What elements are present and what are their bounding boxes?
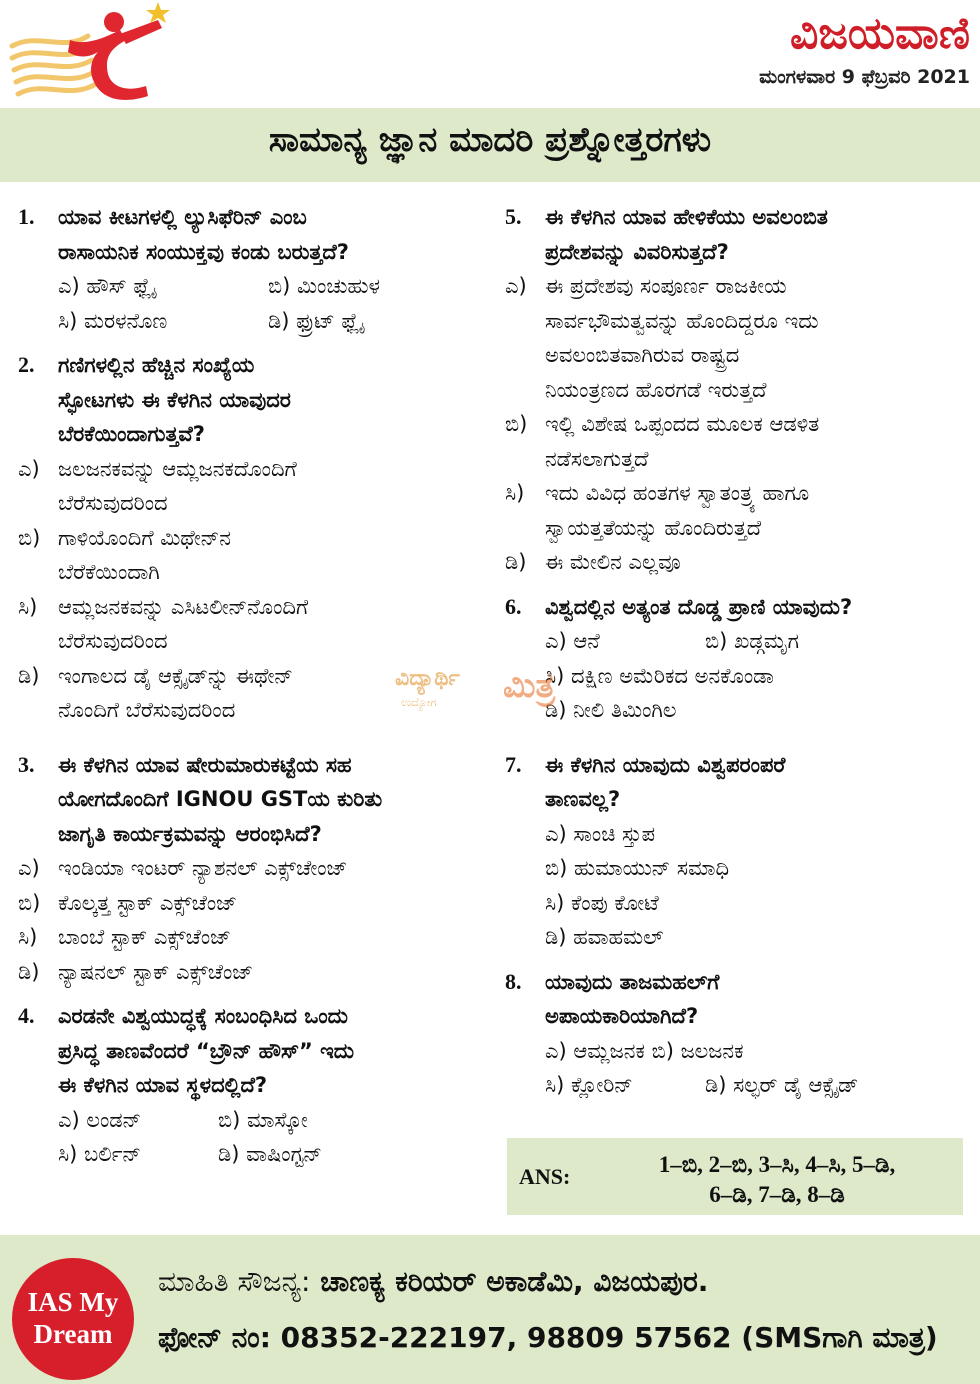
question-number: 6. bbox=[505, 593, 522, 619]
question-7 bbox=[505, 748, 965, 955]
option-label: ಎ) bbox=[505, 274, 527, 298]
question-text: ಯೋಗದೊಂದಿಗೆ IGNOU GSTಯ ಕುರಿತು bbox=[58, 787, 383, 811]
option-text: ಬೆರೆಸುವುದರಿಂದ bbox=[58, 629, 168, 653]
option-d bbox=[18, 659, 478, 694]
option-d: ಡಿ) ವಾಷಿಂಗ್ಟನ್ bbox=[218, 1142, 322, 1166]
option-c: ಸಿ) ಮರಳನೊಣ bbox=[58, 308, 168, 333]
option-label: ಡಿ) bbox=[18, 663, 40, 688]
watermark-text: ವಿದ್ಯಾರ್ಥಿ bbox=[395, 666, 460, 691]
left-column bbox=[18, 200, 478, 1182]
watermark-subtext: ಉದ್ಯೋಗ bbox=[401, 696, 437, 709]
option-text: ಆಮ್ಲಜನಕವನ್ನು ಎಸಿಟಲೀನ್‌ನೊಂದಿಗೆ bbox=[58, 594, 309, 619]
option-c: ಸಿ) ಬರ್ಲಿನ್ bbox=[58, 1142, 141, 1166]
right-column bbox=[505, 200, 965, 1113]
question-text: ಯಾವುದು ತಾಜಮಹಲ್‌ಗೆ bbox=[545, 969, 720, 994]
question-text: ಗಣಿಗಳಲ್ಲಿನ ಹೆಚ್ಚಿನ ಸಂಖ್ಯೆಯ bbox=[58, 353, 255, 377]
credit-line bbox=[158, 1265, 708, 1299]
option-c bbox=[18, 590, 478, 625]
question-text: ಎರಡನೇ ವಿಶ್ವಯುದ್ಧಕ್ಕೆ ಸಂಬಂಧಿಸಿದ ಒಂದು bbox=[58, 1004, 348, 1028]
option-text: ನಿಯಂತ್ರಣದ ಹೊರಗಡೆ ಇರುತ್ತದೆ bbox=[545, 377, 767, 402]
option-text: ನಡೆಸಲಾಗುತ್ತದೆ bbox=[545, 446, 649, 471]
phone-value: 08352-222197, 98809 57562 (SMSಗಾಗಿ ಮಾತ್ರ) bbox=[280, 1321, 938, 1354]
answer-line-1: 1–ಬಿ, 2–ಬಿ, 3–ಸಿ, 4–ಸಿ, 5–ಡಿ, bbox=[658, 1152, 896, 1177]
question-4 bbox=[18, 999, 478, 1172]
question-text: ಈ ಕೆಳಗಿನ ಯಾವ ಹೇಳಿಕೆಯು ಅವಲಂಬಿತ bbox=[545, 205, 828, 229]
question-text: ಅಪಾಯಕಾರಿಯಾಗಿದೆ? bbox=[545, 1004, 699, 1028]
option-b bbox=[18, 521, 478, 556]
question-number: 1. bbox=[18, 204, 35, 229]
option-text: ಸ್ವಾಯತ್ತತೆಯನ್ನು ಹೊಂದಿರುತ್ತದೆ bbox=[545, 515, 762, 540]
question-number: 7. bbox=[505, 751, 522, 777]
question-text: ಜಾಗೃತಿ ಕಾರ್ಯಕ್ರಮವನ್ನು ಆರಂಭಿಸಿದೆ? bbox=[58, 821, 322, 846]
option-label: ಎ) bbox=[18, 456, 40, 481]
newspaper-brand: ವಿಜಯವಾಣಿ bbox=[789, 8, 970, 59]
answer-box bbox=[507, 1138, 963, 1215]
option-text: ಬೆರೆಸುವುದರಿಂದ bbox=[58, 491, 168, 515]
option-label: ಎ) bbox=[18, 856, 40, 880]
question-text: ಈ ಕೆಳಗಿನ ಯಾವ ಸ್ಥಳದಲ್ಲಿದೆ? bbox=[58, 1073, 268, 1097]
badge-line-2: Dream bbox=[33, 1319, 113, 1349]
question-text: ರಾಸಾಯನಿಕ ಸಂಯುಕ್ತವು ಕಂಡು ಬರುತ್ತದೆ? bbox=[58, 239, 349, 264]
option-b bbox=[505, 407, 965, 442]
option-c: ಸಿ) ಕೆಂಪು ಕೋಟೆ bbox=[545, 890, 659, 915]
credit-label: ಮಾಹಿತಿ ಸೌಜನ್ಯ: bbox=[158, 1265, 311, 1298]
question-number: 5. bbox=[505, 204, 522, 229]
question-text: ತಾಣವಲ್ಲ? bbox=[545, 787, 621, 811]
option-c bbox=[18, 920, 478, 955]
option-label: ಸಿ) bbox=[18, 925, 38, 949]
option-text: ಅವಲಂಬಿತವಾಗಿರುವ ರಾಷ್ಟ್ರದ bbox=[545, 343, 740, 367]
option-d: ಡಿ) ನೀಲಿ ತಿಮಿಂಗಿಲ bbox=[545, 698, 677, 722]
option-c: ಸಿ) ಕ್ಲೋರಿನ್ bbox=[545, 1073, 633, 1097]
option-text: ಇದು ವಿವಿಧ ಹಂತಗಳ ಸ್ವಾತಂತ್ರ್ಯ ಹಾಗೂ bbox=[545, 481, 810, 505]
option-d: ಡಿ) ಫ್ರುಟ್ ಫ್ಲೈ bbox=[268, 308, 362, 333]
option-text: ಗಾಳಿಯೊಂದಿಗೆ ಮಿಥೇನ್‌ನ bbox=[58, 525, 231, 550]
title-band bbox=[0, 108, 980, 182]
question-1 bbox=[18, 200, 478, 338]
question-number: 4. bbox=[18, 1003, 35, 1028]
question-text: ವಿಶ್ವದಲ್ಲಿನ ಅತ್ಯಂತ ದೊಡ್ಡ ಪ್ರಾಣಿ ಯಾವುದು? bbox=[545, 594, 853, 619]
question-text: ಯಾವ ಕೀಟಗಳಲ್ಲಿ ಲ್ಯುಸಿಫೆರಿನ್ ಎಂಬ bbox=[58, 205, 307, 229]
option-label: ಬಿ) bbox=[18, 525, 41, 550]
option-a: ಎ) ಹೌಸ್ ಫ್ಲೈ bbox=[58, 274, 154, 298]
page-title: ಸಾಮಾನ್ಯ ಜ್ಞಾನ ಮಾದರಿ ಪ್ರಶ್ನೋತ್ತರಗಳು bbox=[268, 120, 712, 160]
question-8 bbox=[505, 965, 965, 1103]
option-d bbox=[505, 545, 965, 580]
option-text: ಜಲಜನಕವನ್ನು ಆಮ್ಲಜನಕದೊಂದಿಗೆ bbox=[58, 456, 297, 481]
question-text: ಈ ಕೆಳಗಿನ ಯಾವುದು ವಿಶ್ವಪರಂಪರೆ bbox=[545, 752, 786, 777]
question-6 bbox=[505, 590, 965, 728]
option-a: ಎ) ಆನೆ bbox=[545, 629, 600, 653]
option-d: ಡಿ) ಸಲ್ಫರ್ ಡೈ ಆಕ್ಸೈಡ್ bbox=[705, 1073, 859, 1097]
option-label: ಡಿ) bbox=[505, 550, 527, 574]
ias-my-dream-badge bbox=[12, 1258, 134, 1380]
page-footer bbox=[0, 1235, 980, 1384]
option-text: ಬೆರೆಕೆಯಿಂದಾಗಿ bbox=[58, 560, 160, 584]
option-text: ನೊಂದಿಗೆ ಬೆರೆಸುವುದರಿಂದ bbox=[58, 698, 236, 722]
question-text: ಪ್ರಸಿದ್ಧ ತಾಣವೆಂದರೆ “ಬ್ರೌನ್ ಹೌಸ್” ಇದು bbox=[58, 1038, 354, 1063]
option-c bbox=[505, 476, 965, 511]
question-text: ಸ್ಫೋಟಗಳು ಈ ಕೆಳಗಿನ ಯಾವುದರ bbox=[58, 387, 291, 412]
question-text: ಪ್ರದೇಶವನ್ನು ವಿವರಿಸುತ್ತದೆ? bbox=[545, 239, 729, 264]
option-text: ಬಾಂಬೆ ಸ್ಟಾಕ್ ಎಕ್ಸ್‌ಚೆಂಜ್ bbox=[58, 925, 232, 949]
question-number: 2. bbox=[18, 352, 35, 377]
option-label: ಸಿ) bbox=[505, 481, 525, 505]
answer-key bbox=[602, 1150, 952, 1210]
option-label: ಡಿ) bbox=[18, 959, 40, 984]
option-a bbox=[18, 851, 478, 886]
credit-value: ಚಾಣಕ್ಯ ಕರಿಯರ್ ಅಕಾಡೆಮಿ, ವಿಜಯಪುರ. bbox=[320, 1265, 709, 1298]
option-text: ಇಂಡಿಯಾ ಇಂಟರ್ ನ್ಯಾಶನಲ್ ಎಕ್ಸ್‌ಚೇಂಜ್ bbox=[58, 856, 348, 880]
option-label: ಬಿ) bbox=[18, 890, 41, 915]
question-text: ಬೆರಕೆಯಿಂದಾಗುತ್ತವೆ? bbox=[58, 422, 205, 446]
question-2 bbox=[18, 348, 478, 728]
option-a bbox=[18, 452, 478, 487]
option-a bbox=[505, 269, 965, 304]
question-number: 8. bbox=[505, 968, 522, 994]
answer-line-2: 6–ಡಿ, 7–ಡಿ, 8–ಡಿ bbox=[709, 1182, 845, 1207]
question-3 bbox=[18, 748, 478, 990]
option-c: ಸಿ) ದಕ್ಷಿಣ ಅಮೆರಿಕದ ಅನಕೊಂಡಾ bbox=[545, 663, 774, 688]
option-text: ಕೊಲ್ಕತ್ತ ಸ್ಟಾಕ್ ಎಕ್ಸ್‌ಚೆಂಜ್ bbox=[58, 890, 238, 915]
page-header bbox=[0, 0, 980, 108]
option-text: ಈ ಪ್ರದೇಶವು ಸಂಪೂರ್ಣ ರಾಜಕೀಯ bbox=[545, 274, 787, 298]
badge-line-1: IAS My bbox=[27, 1287, 119, 1317]
option-text: ಸಾರ್ವಭೌಮತ್ವವನ್ನು ಹೊಂದಿದ್ದರೂ ಇದು bbox=[545, 308, 819, 333]
option-b: ಬಿ) ಮಿಂಚುಹುಳ bbox=[268, 274, 381, 298]
publication-date: ಮಂಗಳವಾರ 9 ಫೆಬ್ರವರಿ 2021 bbox=[759, 66, 970, 88]
runner-logo-icon bbox=[8, 0, 173, 108]
option-a: ಎ) ಲಂಡನ್ bbox=[58, 1107, 142, 1132]
answer-label: ANS: bbox=[519, 1164, 571, 1189]
option-a: ಎ) ಸಾಂಚಿ ಸ್ತುಪ bbox=[545, 821, 656, 846]
option-text: ನ್ಯಾಷನಲ್ ಸ್ಟಾಕ್ ಎಕ್ಸ್‌ಚೆಂಜ್ bbox=[58, 959, 254, 984]
option-b: ಬಿ) ಹುಮಾಯುನ್ ಸಮಾಧಿ bbox=[545, 856, 730, 880]
question-number: 3. bbox=[18, 751, 35, 777]
option-d bbox=[18, 955, 478, 990]
option-b: ಬಿ) ಖಡ್ಗಮೃಗ bbox=[705, 629, 799, 653]
option-label: ಸಿ) bbox=[18, 594, 38, 619]
question-5 bbox=[505, 200, 965, 580]
option-a-b: ಎ) ಆಮ್ಲಜನಕ ಬಿ) ಜಲಜನಕ bbox=[545, 1038, 744, 1063]
watermark-big-text: ಮಿತ್ರ bbox=[503, 666, 555, 706]
phone-label: ಫೋನ್ ನಂ: bbox=[158, 1321, 271, 1354]
phone-line bbox=[158, 1321, 938, 1355]
option-b: ಬಿ) ಮಾಸ್ಕೋ bbox=[218, 1107, 308, 1132]
question-text: ಈ ಕೆಳಗಿನ ಯಾವ ಷೇರುಮಾರುಕಟ್ಟೆಯ ಸಹ bbox=[58, 752, 352, 777]
option-b bbox=[18, 886, 478, 921]
option-d: ಡಿ) ಹವಾಹಮಲ್ bbox=[545, 925, 664, 949]
option-text: ಇಂಗಾಲದ ಡೈ ಆಕ್ಸೈಡ್‌ನ್ನು ಈಥೇನ್ bbox=[58, 663, 293, 688]
option-text: ಈ ಮೇಲಿನ ಎಲ್ಲವೂ bbox=[545, 550, 681, 574]
option-label: ಬಿ) bbox=[505, 412, 528, 436]
option-text: ಇಲ್ಲಿ ವಿಶೇಷ ಒಪ್ಪಂದದ ಮೂಲಕ ಆಡಳಿತ bbox=[545, 412, 820, 436]
